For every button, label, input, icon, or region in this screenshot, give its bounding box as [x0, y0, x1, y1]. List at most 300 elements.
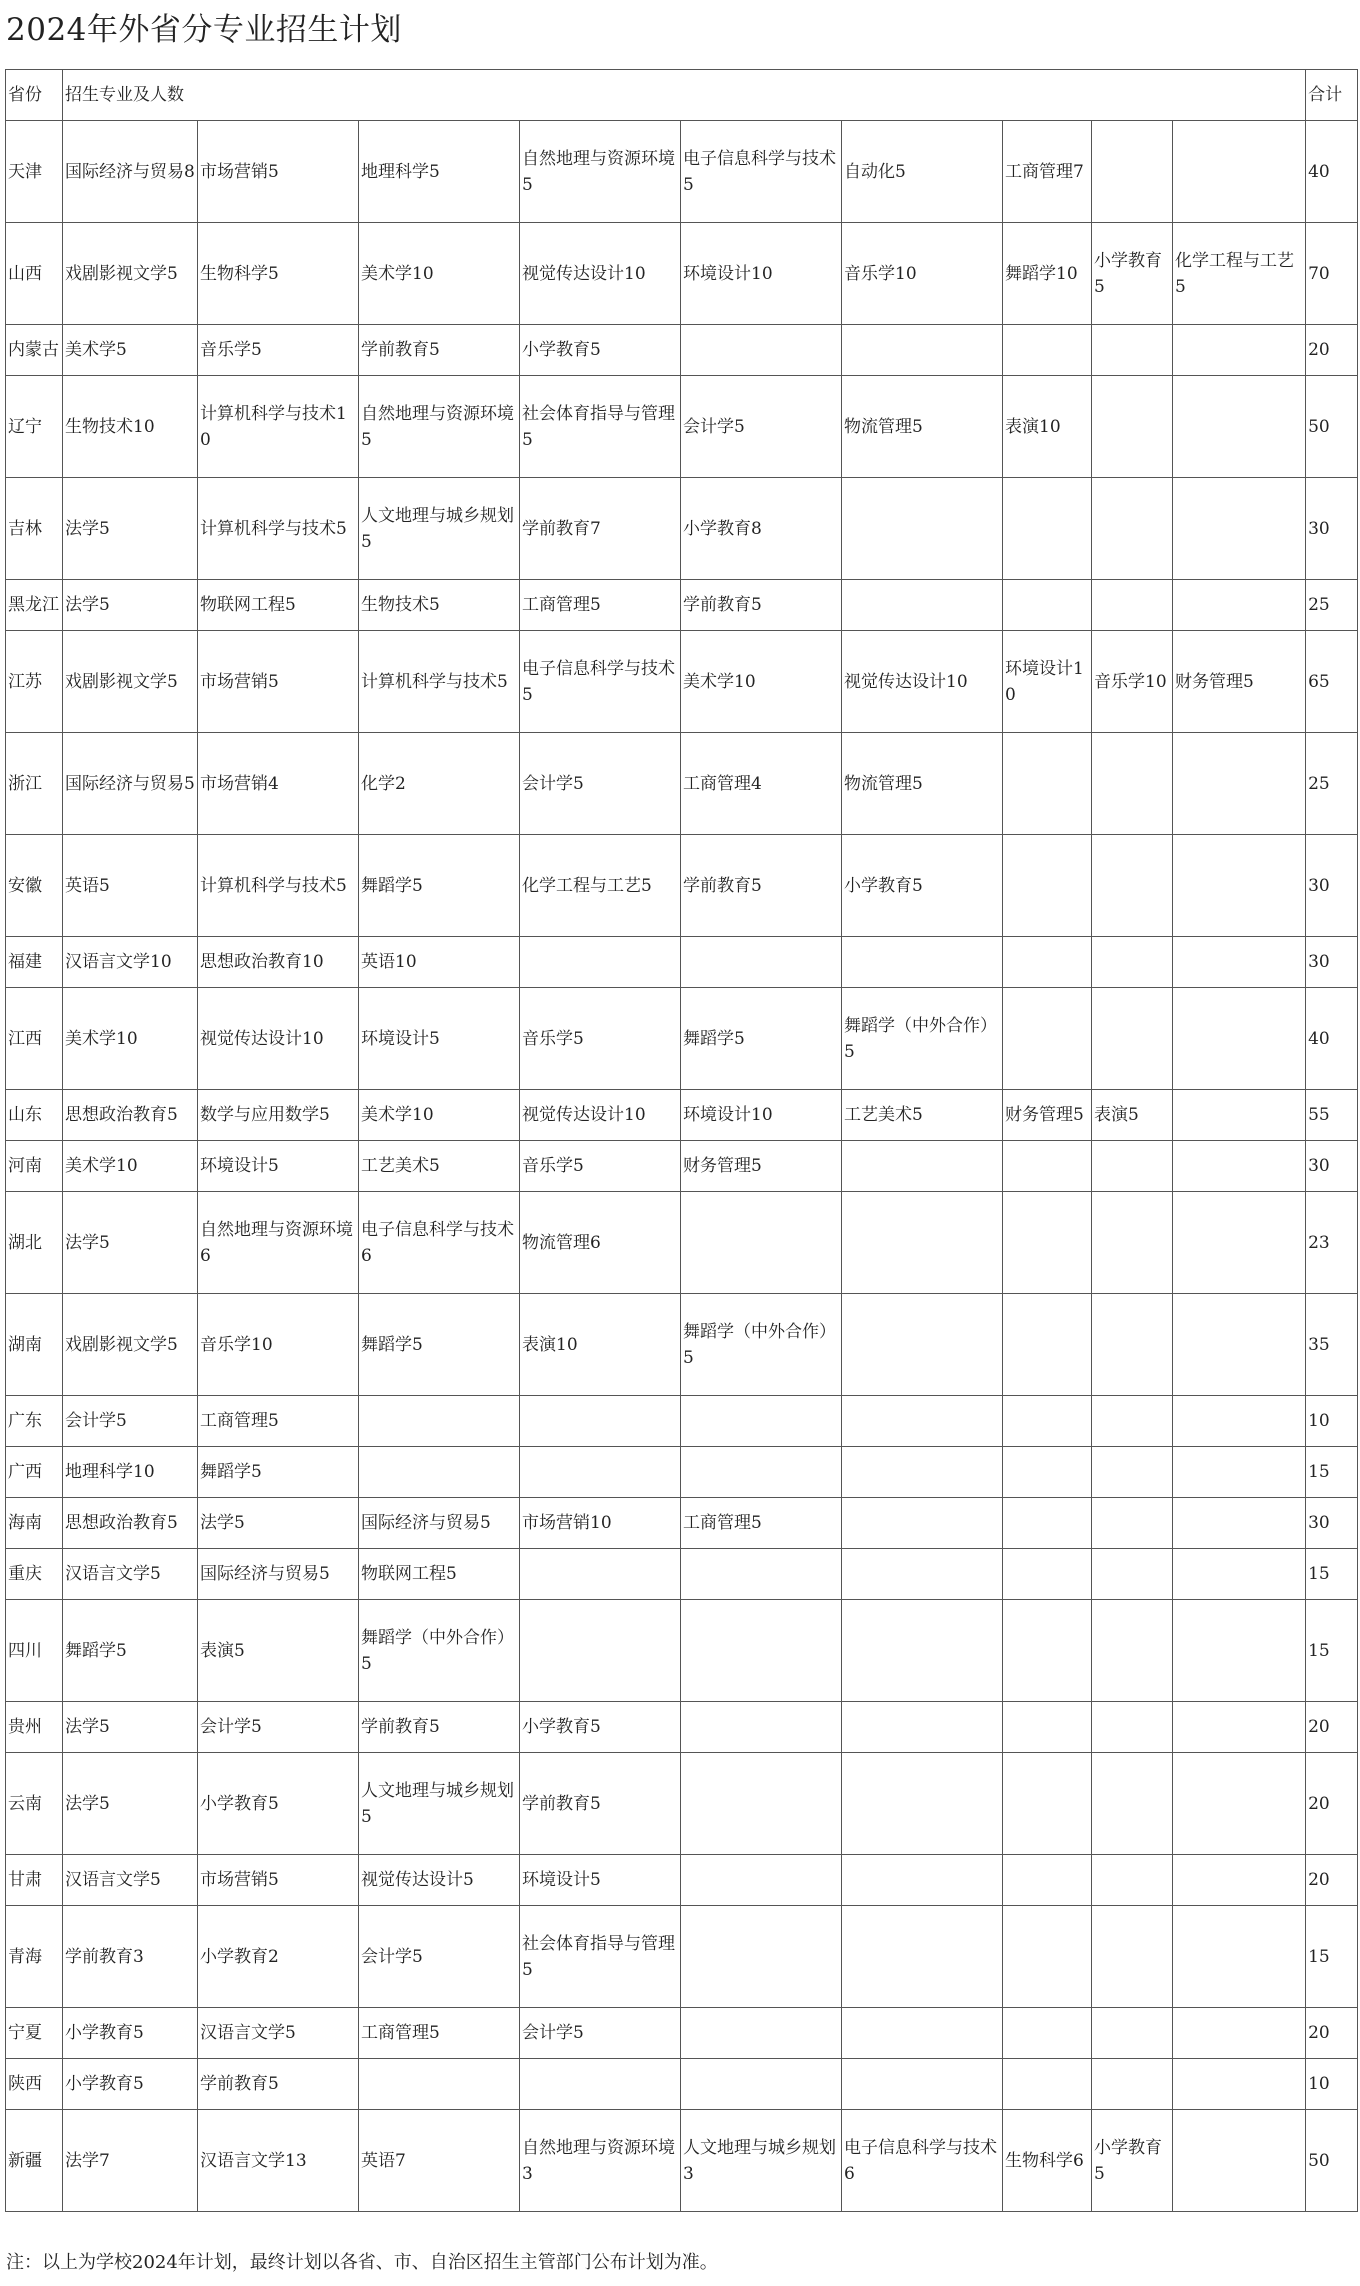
major-cell: 化学工程与工艺5 — [1173, 223, 1306, 325]
major-cell — [1173, 1702, 1306, 1753]
major-cell: 音乐学5 — [520, 988, 681, 1090]
province-cell: 海南 — [6, 1498, 63, 1549]
major-cell: 化学2 — [359, 733, 520, 835]
major-cell: 美术学5 — [63, 325, 198, 376]
major-cell — [1003, 1855, 1092, 1906]
total-cell: 25 — [1306, 580, 1358, 631]
total-cell: 30 — [1306, 937, 1358, 988]
province-cell: 天津 — [6, 121, 63, 223]
major-cell: 地理科学5 — [359, 121, 520, 223]
major-cell: 美术学10 — [681, 631, 842, 733]
major-cell — [1173, 1600, 1306, 1702]
major-cell: 市场营销4 — [198, 733, 359, 835]
major-cell — [1092, 121, 1173, 223]
major-cell — [1173, 1396, 1306, 1447]
major-cell — [1173, 1192, 1306, 1294]
major-cell — [842, 1192, 1003, 1294]
header-majors: 招生专业及人数 — [63, 70, 1306, 121]
major-cell: 工商管理7 — [1003, 121, 1092, 223]
major-cell — [359, 2059, 520, 2110]
major-cell: 市场营销5 — [198, 1855, 359, 1906]
major-cell: 环境设计5 — [520, 1855, 681, 1906]
table-row — [6, 478, 1358, 580]
major-cell: 小学教育5 — [63, 2008, 198, 2059]
major-cell — [1092, 2059, 1173, 2110]
table-row — [6, 1549, 1358, 1600]
total-cell: 15 — [1306, 1906, 1358, 2008]
major-cell: 视觉传达设计10 — [842, 631, 1003, 733]
header-province: 省份 — [6, 70, 63, 121]
major-cell — [1003, 1906, 1092, 2008]
province-cell: 陕西 — [6, 2059, 63, 2110]
major-cell: 舞蹈学5 — [359, 1294, 520, 1396]
province-cell: 福建 — [6, 937, 63, 988]
province-cell: 浙江 — [6, 733, 63, 835]
major-cell — [842, 1549, 1003, 1600]
major-cell: 人文地理与城乡规划3 — [681, 2110, 842, 2212]
major-cell: 生物技术5 — [359, 580, 520, 631]
major-cell — [842, 1753, 1003, 1855]
table-row — [6, 1753, 1358, 1855]
major-cell: 小学教育5 — [198, 1753, 359, 1855]
total-cell: 50 — [1306, 2110, 1358, 2212]
major-cell: 市场营销5 — [198, 631, 359, 733]
major-cell: 国际经济与贸易5 — [63, 733, 198, 835]
province-cell: 内蒙古 — [6, 325, 63, 376]
table-row — [6, 1294, 1358, 1396]
total-cell: 30 — [1306, 1498, 1358, 1549]
major-cell: 汉语言文学5 — [198, 2008, 359, 2059]
province-cell: 辽宁 — [6, 376, 63, 478]
major-cell — [1003, 1396, 1092, 1447]
table-row — [6, 2059, 1358, 2110]
major-cell: 国际经济与贸易8 — [63, 121, 198, 223]
major-cell — [842, 478, 1003, 580]
major-cell — [1173, 988, 1306, 1090]
major-cell — [1173, 1753, 1306, 1855]
major-cell — [681, 1192, 842, 1294]
province-cell: 黑龙江 — [6, 580, 63, 631]
total-cell: 20 — [1306, 1855, 1358, 1906]
major-cell: 市场营销5 — [198, 121, 359, 223]
total-cell: 20 — [1306, 1702, 1358, 1753]
total-cell: 10 — [1306, 2059, 1358, 2110]
major-cell: 电子信息科学与技术6 — [842, 2110, 1003, 2212]
total-cell: 40 — [1306, 121, 1358, 223]
major-cell: 学前教育5 — [359, 325, 520, 376]
major-cell: 财务管理5 — [1173, 631, 1306, 733]
major-cell: 小学教育5 — [520, 1702, 681, 1753]
major-cell: 小学教育5 — [1092, 223, 1173, 325]
major-cell: 国际经济与贸易5 — [359, 1498, 520, 1549]
major-cell — [1003, 1753, 1092, 1855]
table-header-row — [6, 70, 1358, 121]
table-row — [6, 376, 1358, 478]
major-cell — [1003, 988, 1092, 1090]
major-cell — [681, 2059, 842, 2110]
province-cell: 山西 — [6, 223, 63, 325]
major-cell: 视觉传达设计10 — [520, 1090, 681, 1141]
total-cell: 15 — [1306, 1549, 1358, 1600]
major-cell — [681, 1753, 842, 1855]
major-cell — [1173, 2008, 1306, 2059]
major-cell: 物流管理5 — [842, 376, 1003, 478]
major-cell: 美术学10 — [359, 223, 520, 325]
major-cell — [1173, 2059, 1306, 2110]
province-cell: 宁夏 — [6, 2008, 63, 2059]
major-cell — [520, 2059, 681, 2110]
major-cell: 自然地理与资源环境5 — [359, 376, 520, 478]
major-cell: 学前教育3 — [63, 1906, 198, 2008]
major-cell — [842, 580, 1003, 631]
major-cell — [842, 1906, 1003, 2008]
major-cell — [681, 1549, 842, 1600]
major-cell — [842, 1294, 1003, 1396]
table-row — [6, 325, 1358, 376]
major-cell: 思想政治教育5 — [63, 1498, 198, 1549]
major-cell: 戏剧影视文学5 — [63, 223, 198, 325]
major-cell: 戏剧影视文学5 — [63, 631, 198, 733]
major-cell — [1092, 1855, 1173, 1906]
table-row — [6, 2008, 1358, 2059]
major-cell: 表演5 — [1092, 1090, 1173, 1141]
major-cell: 美术学10 — [63, 988, 198, 1090]
total-cell: 20 — [1306, 1753, 1358, 1855]
major-cell — [681, 1702, 842, 1753]
major-cell — [1092, 478, 1173, 580]
major-cell: 物流管理5 — [842, 733, 1003, 835]
major-cell — [842, 1600, 1003, 1702]
table-row — [6, 2110, 1358, 2212]
major-cell — [1092, 325, 1173, 376]
major-cell — [1092, 2008, 1173, 2059]
major-cell — [520, 937, 681, 988]
major-cell: 美术学10 — [63, 1141, 198, 1192]
major-cell — [1003, 1447, 1092, 1498]
province-cell: 吉林 — [6, 478, 63, 580]
major-cell — [359, 1396, 520, 1447]
major-cell — [1092, 988, 1173, 1090]
major-cell: 音乐学10 — [842, 223, 1003, 325]
province-cell: 贵州 — [6, 1702, 63, 1753]
major-cell — [842, 937, 1003, 988]
major-cell: 视觉传达设计5 — [359, 1855, 520, 1906]
major-cell: 自动化5 — [842, 121, 1003, 223]
major-cell: 舞蹈学（中外合作）5 — [359, 1600, 520, 1702]
table-row — [6, 1702, 1358, 1753]
major-cell — [520, 1600, 681, 1702]
major-cell: 自然地理与资源环境6 — [198, 1192, 359, 1294]
total-cell: 20 — [1306, 2008, 1358, 2059]
major-cell — [1003, 325, 1092, 376]
major-cell: 音乐学10 — [198, 1294, 359, 1396]
major-cell: 小学教育2 — [198, 1906, 359, 2008]
major-cell: 舞蹈学（中外合作）5 — [681, 1294, 842, 1396]
major-cell: 学前教育5 — [681, 835, 842, 937]
province-cell: 江西 — [6, 988, 63, 1090]
major-cell — [1003, 2008, 1092, 2059]
total-cell: 15 — [1306, 1600, 1358, 1702]
major-cell: 汉语言文学5 — [63, 1855, 198, 1906]
major-cell: 思想政治教育10 — [198, 937, 359, 988]
enrollment-plan-table — [5, 69, 1358, 2212]
major-cell — [1173, 733, 1306, 835]
total-cell: 20 — [1306, 325, 1358, 376]
major-cell: 工商管理4 — [681, 733, 842, 835]
major-cell: 小学教育5 — [842, 835, 1003, 937]
major-cell: 环境设计10 — [681, 223, 842, 325]
table-row — [6, 988, 1358, 1090]
major-cell — [1092, 1294, 1173, 1396]
major-cell — [1173, 121, 1306, 223]
province-cell: 广东 — [6, 1396, 63, 1447]
footnote: 注：以上为学校2024年计划，最终计划以各省、市、自治区招生主管部门公布计划为准。 — [6, 2252, 718, 2273]
major-cell: 视觉传达设计10 — [520, 223, 681, 325]
major-cell: 物联网工程5 — [359, 1549, 520, 1600]
major-cell — [1092, 1141, 1173, 1192]
major-cell: 社会体育指导与管理5 — [520, 1906, 681, 2008]
major-cell — [1092, 580, 1173, 631]
major-cell: 社会体育指导与管理5 — [520, 376, 681, 478]
major-cell — [1173, 1549, 1306, 1600]
major-cell: 舞蹈学5 — [681, 988, 842, 1090]
major-cell — [1173, 1090, 1306, 1141]
total-cell: 10 — [1306, 1396, 1358, 1447]
major-cell — [681, 1447, 842, 1498]
major-cell — [1173, 1141, 1306, 1192]
major-cell: 法学5 — [63, 580, 198, 631]
major-cell: 数学与应用数学5 — [198, 1090, 359, 1141]
table-row — [6, 631, 1358, 733]
major-cell: 财务管理5 — [681, 1141, 842, 1192]
major-cell: 表演10 — [520, 1294, 681, 1396]
table-row — [6, 937, 1358, 988]
major-cell: 汉语言文学5 — [63, 1549, 198, 1600]
major-cell: 工商管理5 — [359, 2008, 520, 2059]
major-cell — [681, 1906, 842, 2008]
major-cell: 工商管理5 — [198, 1396, 359, 1447]
major-cell: 自然地理与资源环境3 — [520, 2110, 681, 2212]
total-cell: 65 — [1306, 631, 1358, 733]
major-cell: 工艺美术5 — [842, 1090, 1003, 1141]
major-cell: 市场营销10 — [520, 1498, 681, 1549]
major-cell — [681, 1396, 842, 1447]
major-cell: 电子信息科学与技术5 — [520, 631, 681, 733]
major-cell: 计算机科学与技术5 — [198, 478, 359, 580]
major-cell — [842, 1702, 1003, 1753]
major-cell: 计算机科学与技术5 — [359, 631, 520, 733]
province-cell: 甘肃 — [6, 1855, 63, 1906]
major-cell: 舞蹈学（中外合作）5 — [842, 988, 1003, 1090]
major-cell: 音乐学5 — [198, 325, 359, 376]
table-row — [6, 1498, 1358, 1549]
province-cell: 湖北 — [6, 1192, 63, 1294]
major-cell — [1003, 478, 1092, 580]
major-cell — [1003, 1549, 1092, 1600]
major-cell: 学前教育5 — [198, 2059, 359, 2110]
total-cell: 70 — [1306, 223, 1358, 325]
major-cell: 会计学5 — [198, 1702, 359, 1753]
major-cell — [1003, 1192, 1092, 1294]
major-cell: 物联网工程5 — [198, 580, 359, 631]
major-cell — [1003, 733, 1092, 835]
total-cell: 15 — [1306, 1447, 1358, 1498]
province-cell: 湖南 — [6, 1294, 63, 1396]
major-cell — [520, 1447, 681, 1498]
major-cell — [1092, 937, 1173, 988]
major-cell: 学前教育5 — [359, 1702, 520, 1753]
major-cell — [1173, 2110, 1306, 2212]
table-row — [6, 1906, 1358, 2008]
major-cell: 音乐学10 — [1092, 631, 1173, 733]
major-cell — [1092, 835, 1173, 937]
table-row — [6, 1447, 1358, 1498]
major-cell — [842, 1447, 1003, 1498]
major-cell — [1173, 835, 1306, 937]
major-cell: 环境设计5 — [359, 988, 520, 1090]
major-cell: 汉语言文学10 — [63, 937, 198, 988]
major-cell: 舞蹈学5 — [359, 835, 520, 937]
province-cell: 广西 — [6, 1447, 63, 1498]
major-cell — [520, 1549, 681, 1600]
major-cell — [1092, 1906, 1173, 2008]
major-cell: 会计学5 — [681, 376, 842, 478]
major-cell — [1092, 376, 1173, 478]
major-cell — [842, 1855, 1003, 1906]
major-cell — [1173, 325, 1306, 376]
major-cell — [359, 1447, 520, 1498]
major-cell: 法学5 — [198, 1498, 359, 1549]
major-cell — [1003, 1294, 1092, 1396]
table-row — [6, 1090, 1358, 1141]
major-cell: 法学7 — [63, 2110, 198, 2212]
major-cell — [1092, 1447, 1173, 1498]
major-cell — [1003, 1600, 1092, 1702]
major-cell — [842, 2008, 1003, 2059]
major-cell: 人文地理与城乡规划5 — [359, 478, 520, 580]
table-row — [6, 580, 1358, 631]
major-cell: 舞蹈学5 — [63, 1600, 198, 1702]
major-cell: 小学教育5 — [520, 325, 681, 376]
province-cell: 青海 — [6, 1906, 63, 2008]
major-cell: 会计学5 — [359, 1906, 520, 2008]
table-row — [6, 1396, 1358, 1447]
major-cell: 英语5 — [63, 835, 198, 937]
major-cell: 环境设计5 — [198, 1141, 359, 1192]
major-cell: 法学5 — [63, 1753, 198, 1855]
province-cell: 河南 — [6, 1141, 63, 1192]
major-cell: 化学工程与工艺5 — [520, 835, 681, 937]
major-cell: 地理科学10 — [63, 1447, 198, 1498]
major-cell — [1092, 1753, 1173, 1855]
total-cell: 35 — [1306, 1294, 1358, 1396]
page-title: 2024年外省分专业招生计划 — [6, 12, 402, 48]
major-cell — [1003, 937, 1092, 988]
major-cell — [520, 1396, 681, 1447]
major-cell — [1092, 1192, 1173, 1294]
table-row — [6, 733, 1358, 835]
total-cell: 30 — [1306, 478, 1358, 580]
major-cell: 法学5 — [63, 1192, 198, 1294]
major-cell: 汉语言文学13 — [198, 2110, 359, 2212]
province-cell: 安徽 — [6, 835, 63, 937]
major-cell — [1003, 835, 1092, 937]
major-cell — [842, 2059, 1003, 2110]
total-cell: 50 — [1306, 376, 1358, 478]
major-cell: 计算机科学与技术10 — [198, 376, 359, 478]
table-row — [6, 223, 1358, 325]
major-cell — [842, 325, 1003, 376]
province-cell: 新疆 — [6, 2110, 63, 2212]
total-cell: 25 — [1306, 733, 1358, 835]
major-cell: 英语7 — [359, 2110, 520, 2212]
major-cell — [681, 325, 842, 376]
major-cell: 舞蹈学5 — [198, 1447, 359, 1498]
major-cell: 工商管理5 — [681, 1498, 842, 1549]
major-cell — [681, 1855, 842, 1906]
major-cell: 财务管理5 — [1003, 1090, 1092, 1141]
major-cell: 工艺美术5 — [359, 1141, 520, 1192]
major-cell — [681, 2008, 842, 2059]
major-cell: 电子信息科学与技术6 — [359, 1192, 520, 1294]
major-cell: 工商管理5 — [520, 580, 681, 631]
major-cell — [1092, 1396, 1173, 1447]
major-cell — [1173, 1855, 1306, 1906]
major-cell — [842, 1396, 1003, 1447]
total-cell: 30 — [1306, 835, 1358, 937]
header-total: 合计 — [1306, 70, 1358, 121]
major-cell — [1003, 1702, 1092, 1753]
table-row — [6, 1855, 1358, 1906]
major-cell: 法学5 — [63, 1702, 198, 1753]
major-cell — [1092, 1498, 1173, 1549]
major-cell: 生物科学6 — [1003, 2110, 1092, 2212]
table-row — [6, 835, 1358, 937]
major-cell: 会计学5 — [63, 1396, 198, 1447]
total-cell: 30 — [1306, 1141, 1358, 1192]
table-row — [6, 1192, 1358, 1294]
major-cell — [1003, 1141, 1092, 1192]
major-cell: 物流管理6 — [520, 1192, 681, 1294]
major-cell — [1003, 580, 1092, 631]
major-cell — [1173, 478, 1306, 580]
major-cell: 环境设计10 — [681, 1090, 842, 1141]
major-cell: 人文地理与城乡规划5 — [359, 1753, 520, 1855]
major-cell: 英语10 — [359, 937, 520, 988]
province-cell: 山东 — [6, 1090, 63, 1141]
major-cell: 国际经济与贸易5 — [198, 1549, 359, 1600]
major-cell: 音乐学5 — [520, 1141, 681, 1192]
major-cell: 自然地理与资源环境5 — [520, 121, 681, 223]
major-cell: 戏剧影视文学5 — [63, 1294, 198, 1396]
major-cell — [1003, 2059, 1092, 2110]
major-cell: 学前教育5 — [681, 580, 842, 631]
major-cell: 生物科学5 — [198, 223, 359, 325]
major-cell — [1173, 1498, 1306, 1549]
major-cell: 电子信息科学与技术5 — [681, 121, 842, 223]
major-cell — [1092, 1600, 1173, 1702]
major-cell — [1173, 1906, 1306, 2008]
major-cell: 小学教育5 — [63, 2059, 198, 2110]
province-cell: 江苏 — [6, 631, 63, 733]
major-cell: 表演5 — [198, 1600, 359, 1702]
major-cell — [1173, 937, 1306, 988]
province-cell: 云南 — [6, 1753, 63, 1855]
province-cell: 重庆 — [6, 1549, 63, 1600]
major-cell: 小学教育5 — [1092, 2110, 1173, 2212]
total-cell: 40 — [1306, 988, 1358, 1090]
major-cell: 学前教育5 — [520, 1753, 681, 1855]
